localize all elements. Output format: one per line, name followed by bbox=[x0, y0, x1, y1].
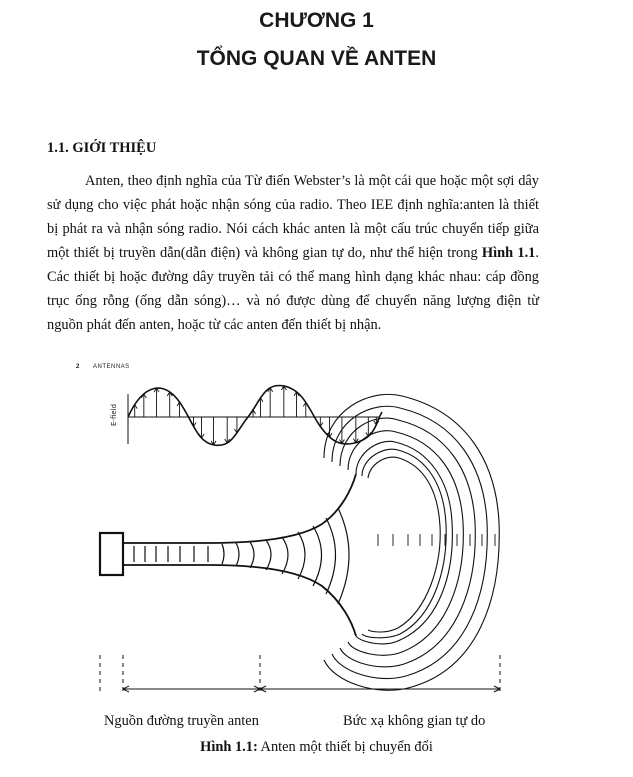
caption-text: Anten một thiết bị chuyển đổi bbox=[257, 739, 433, 755]
caption-reference: Hình 1.1: bbox=[200, 739, 258, 755]
paragraph-text-1: Anten, theo định nghĩa của Từ điển Webster’s là một cái que hoặc một sợi dây sử dụng cho việc phát hoặc nhận sóng của radio. Theo IEE định nghĩa:anten là thiết bị phát ra và nhận sóng radio. Nói cách khác anten là một cấu trúc chuyển tiếp giữa một thiết bị truyền dẫn(dẫn điện) và không gian tự do, như thể hiện trong bbox=[47, 173, 539, 261]
chapter-title: TỔNG QUAN VỀ ANTEN bbox=[196, 47, 437, 70]
e-field-wave bbox=[128, 385, 382, 445]
label-transmission-line: Nguồn đường truyền anten bbox=[104, 713, 259, 729]
chapter-number: CHƯƠNG 1 bbox=[259, 9, 374, 32]
radiation-wavefronts bbox=[324, 394, 499, 690]
figure-reference: Hình 1.1 bbox=[481, 245, 536, 261]
figure-caption bbox=[0, 739, 633, 756]
paragraph-text-2: . Các thiết bị hoặc đường dây truyền tải có thể mang hình dạng khác nhau: cáp đồng trục ống rỗng (ống dẫn sóng)… và nó được dùng để chuyển năng lượng điện từ nguồn phát đến anten, hoặc từ các anten đến thiết bị nhận. bbox=[47, 245, 539, 333]
transmission-line bbox=[123, 474, 356, 636]
figure-running-header: ANTENNAS bbox=[93, 364, 130, 370]
dimension-arrows bbox=[123, 686, 500, 692]
label-free-space: Bức xạ không gian tự do bbox=[343, 713, 486, 729]
e-field-axis-label: E-field bbox=[110, 403, 118, 426]
section-heading: 1.1. GIỚI THIỆU bbox=[47, 140, 157, 156]
figure-page-number: 2 bbox=[76, 364, 80, 370]
source-box bbox=[100, 533, 123, 575]
antenna-figure bbox=[0, 372, 633, 710]
intro-paragraph bbox=[47, 169, 539, 337]
